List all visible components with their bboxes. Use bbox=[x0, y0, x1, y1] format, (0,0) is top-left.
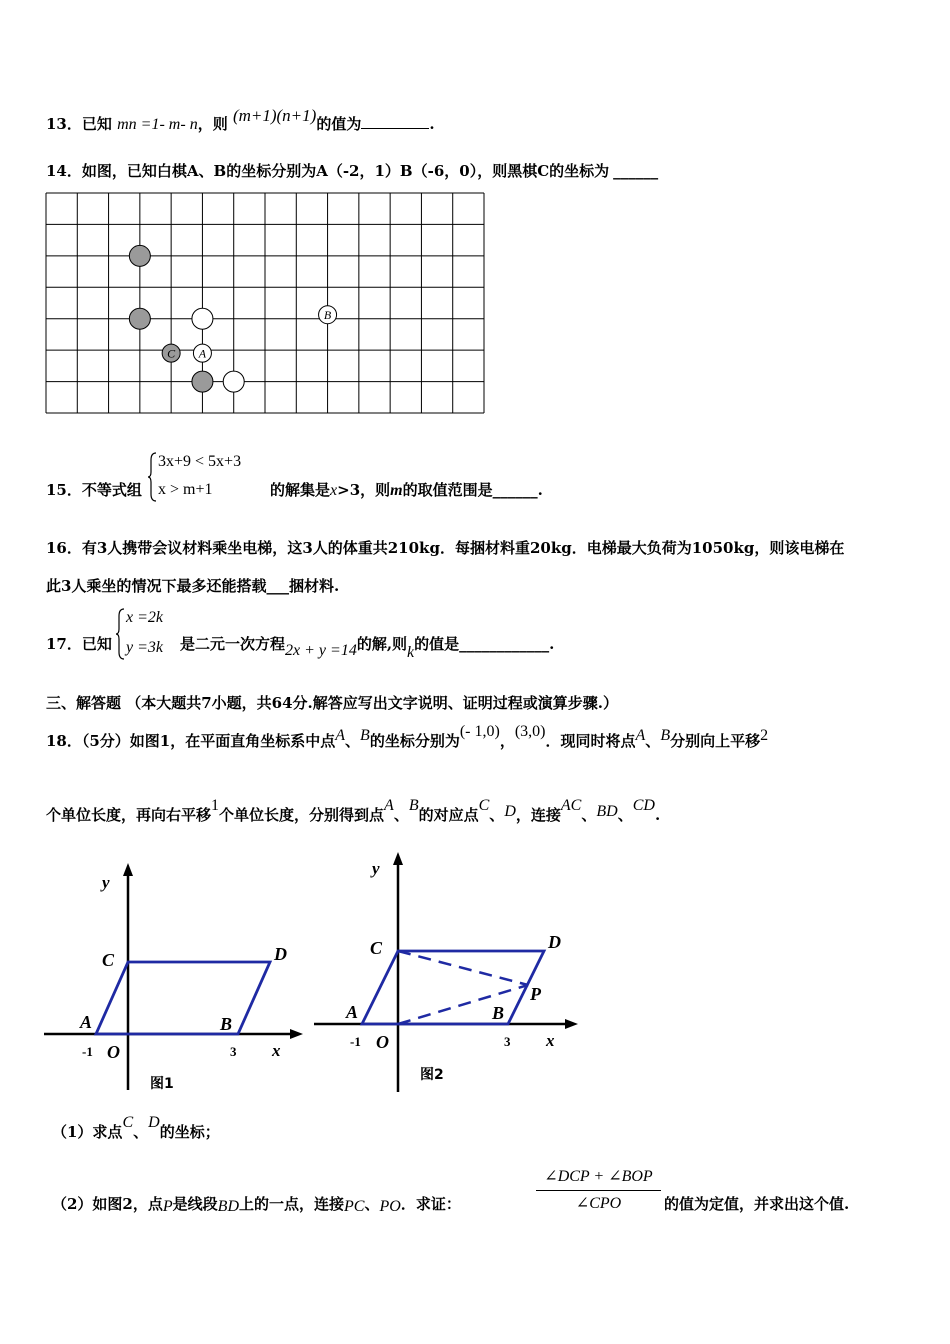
fig1-label-o: O bbox=[107, 1042, 120, 1062]
fig2-x-label: x bbox=[546, 1031, 555, 1050]
question-15-rest: 的解集是x>3，则m的取值范围是______. bbox=[270, 481, 543, 499]
question-13: 13．已知 mn =1- m- n，则 (m+1)(n+1)的值为 . bbox=[46, 106, 435, 133]
figure-1 bbox=[40, 860, 310, 1100]
question-18-line2: 个单位长度，再向右平移1个单位长度，分别得到点A、B的对应点C、D，连接AC、BD、CD. bbox=[46, 797, 661, 824]
question-16-line2: 此3人乘坐的情况下最多还能搭载___捆材料. bbox=[46, 577, 340, 595]
answer-blank-16: ___ bbox=[266, 577, 289, 595]
fraction bbox=[536, 1167, 661, 1214]
question-18-part-2-end: 的值为定值，并求出这个值. bbox=[664, 1195, 850, 1213]
fig2-segment-cp bbox=[398, 951, 528, 985]
fig1-label-a: A bbox=[80, 1012, 93, 1032]
fig2-tick-three: 3 bbox=[504, 1034, 511, 1049]
fig1-label-d: D bbox=[274, 944, 287, 964]
stone-label-c: C bbox=[167, 346, 176, 361]
fig2-parallelogram bbox=[362, 951, 544, 1024]
fig2-label-p: P bbox=[530, 984, 541, 1004]
question-14: 14．如图，已知白棋A、B的坐标分别为A（-2，1）B（-6，0），则黑棋C的坐标为 ______ bbox=[46, 162, 659, 180]
fig2-segment-op bbox=[398, 985, 528, 1024]
fig2-y-arrow bbox=[393, 852, 403, 865]
white-stone bbox=[223, 371, 244, 392]
fig2-label-a: A bbox=[346, 1002, 359, 1022]
answer-blank-15: ______ bbox=[492, 481, 538, 499]
figure-2 bbox=[310, 848, 585, 1098]
fig2-label-d: D bbox=[548, 932, 561, 952]
answer-blank-14: ______ bbox=[613, 162, 659, 180]
fig2-caption: 图2 bbox=[420, 1067, 444, 1083]
left-brace-17 bbox=[116, 608, 126, 660]
fig1-tick-minus-one: -1 bbox=[82, 1044, 93, 1059]
fig2-tick-minus-one: -1 bbox=[350, 1034, 361, 1049]
stone-label-b: B bbox=[323, 308, 332, 323]
black-stone bbox=[129, 245, 150, 266]
expression-product: (m+1)(n+1) bbox=[232, 106, 317, 125]
question-17-lead: 17．已知 bbox=[46, 635, 112, 653]
fig1-x-arrow bbox=[290, 1029, 303, 1039]
question-17-rest: 是二元一次方程2x + y =14的解,则k的值是____________. bbox=[180, 635, 555, 661]
question-16-line1: 16．有3人携带会议材料乘坐电梯，这3人的体重共210kg．每捆材料重20kg．电梯最大负荷为1050kg，则该电梯在 bbox=[46, 539, 845, 557]
question-15-lead: 15．不等式组 bbox=[46, 481, 142, 499]
question-18-part-1: （1）求点C、D的坐标； bbox=[52, 1114, 220, 1141]
fraction-denominator: ∠CPO bbox=[575, 1195, 622, 1212]
black-stone bbox=[129, 308, 150, 329]
fraction-numerator: ∠DCP + ∠BOP bbox=[544, 1168, 653, 1185]
white-stone bbox=[192, 308, 213, 329]
question-18-line1: 18．（5分）如图1，在平面直角坐标系中点A、B的坐标分别为(- 1,0)，(3,0)．现同时将点A、B分别向上平移2 bbox=[46, 723, 769, 750]
fig2-label-c: C bbox=[370, 938, 383, 958]
fig2-label-b: B bbox=[492, 1003, 505, 1023]
fig1-x-label: x bbox=[272, 1041, 281, 1060]
answer-blank-13 bbox=[361, 114, 429, 129]
section-3-heading: 三、解答题 （本大题共7小题，共64分.解答应写出文字说明、证明过程或演算步骤.） bbox=[46, 694, 618, 712]
fig1-label-b: B bbox=[220, 1014, 233, 1034]
fig1-caption: 图1 bbox=[150, 1076, 174, 1092]
fig1-y-arrow bbox=[123, 863, 133, 876]
fraction-bar bbox=[536, 1190, 661, 1191]
fig1-y-label: y bbox=[102, 873, 110, 892]
fig1-tick-three: 3 bbox=[230, 1044, 237, 1059]
equation-mn: mn =1- m- n bbox=[117, 116, 198, 133]
fig1-parallelogram bbox=[96, 962, 270, 1034]
fig2-label-o: O bbox=[376, 1032, 389, 1052]
fig1-label-c: C bbox=[102, 950, 115, 970]
question-18-part-2: （2）如图2，点P是线段BD上的一点，连接PC、PO．求证： bbox=[52, 1195, 461, 1215]
fig2-x-arrow bbox=[565, 1019, 578, 1029]
go-board bbox=[45, 192, 485, 414]
stone-label-a: A bbox=[198, 346, 207, 361]
left-brace-15 bbox=[148, 452, 158, 502]
answer-blank-17: ____________ bbox=[459, 635, 550, 653]
fig2-y-label: y bbox=[372, 859, 380, 878]
black-stone bbox=[192, 371, 213, 392]
